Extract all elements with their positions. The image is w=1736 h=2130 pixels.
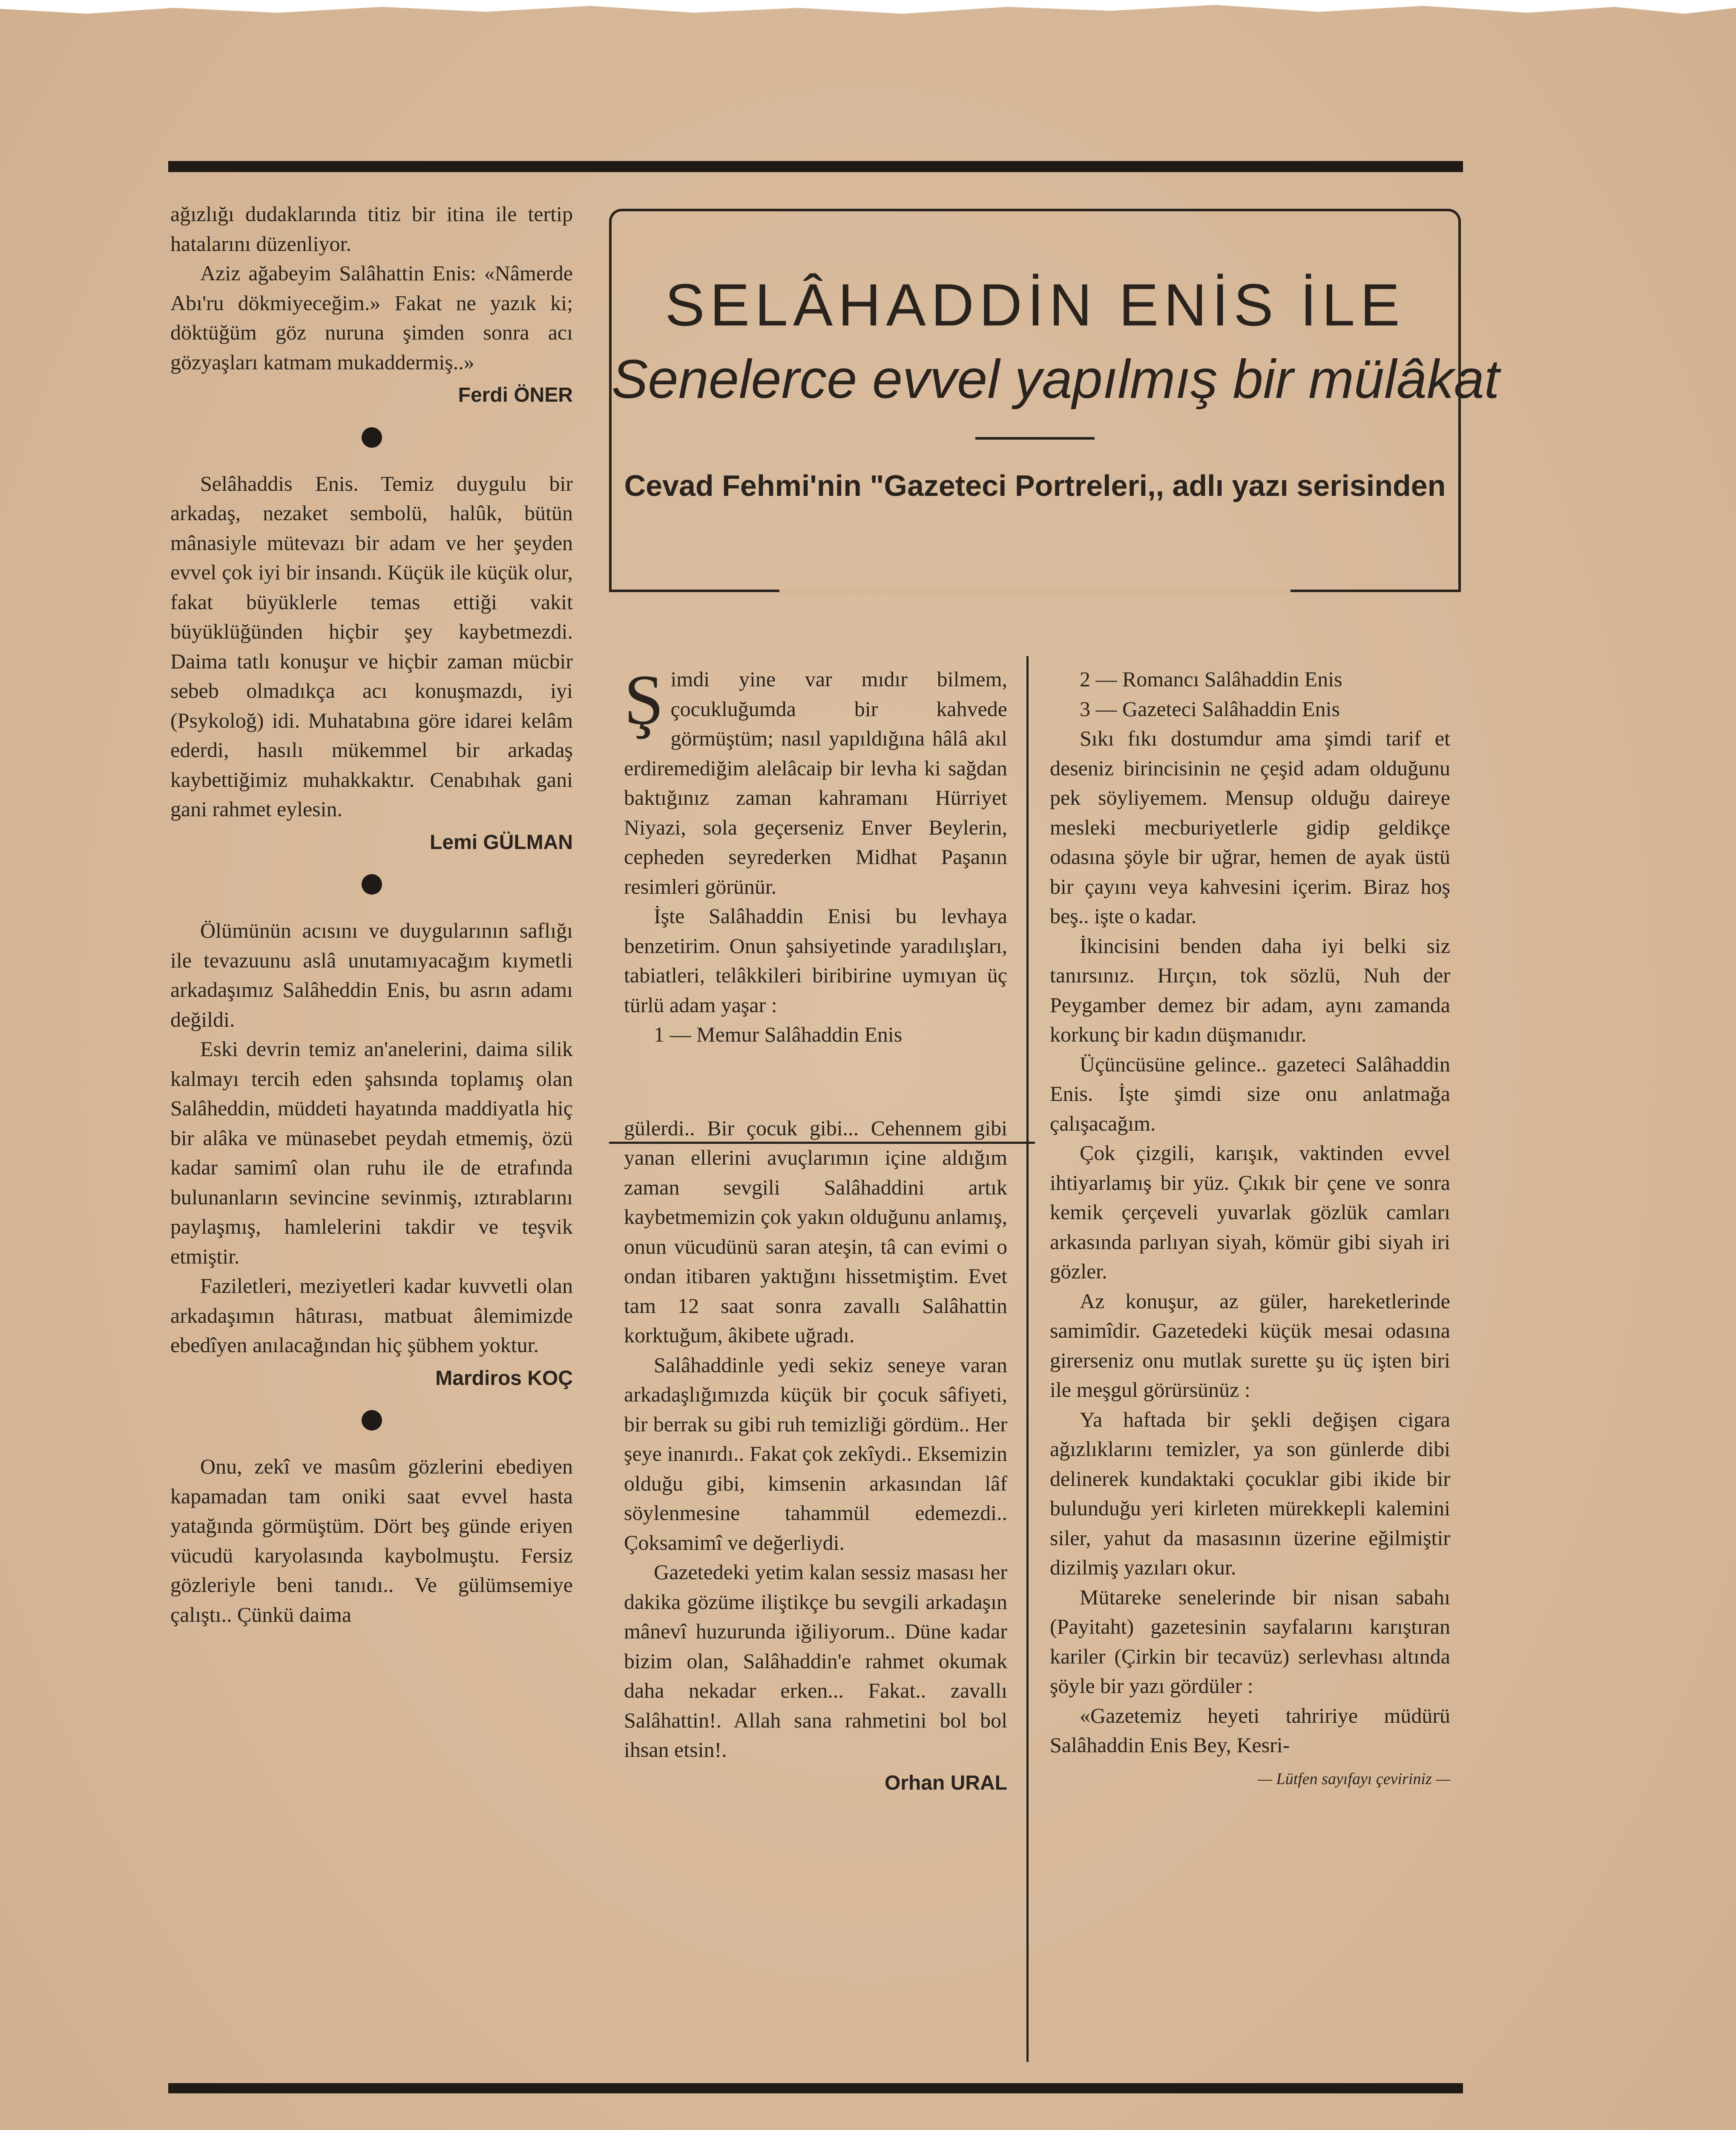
headline-title: SELÂHADDİN ENİS İLE [665, 271, 1405, 338]
column-divider [1026, 656, 1029, 2062]
paragraph-text: imdi yine var mıdır bilmem, çocukluğumda bir kahvede görmüştüm; nasıl yapıldığına hâlâ akıl erdiremediğim alelâcaip bir levha ki sağdan baktığınız zaman kahramanı Hürriyet Niyazi, sola geçerseniz Enver Beylerin, cepheden seyrederken Midhat Paşanın resimleri görünür. [624, 667, 1007, 898]
spacer [624, 1050, 1007, 1114]
signature: Orhan URAL [885, 1771, 1007, 1794]
headline-source: Cevad Fehmi'nin "Gazeteci Portreleri,, adlı yazı serisinden [624, 469, 1446, 502]
paragraph: Onu, zekî ve masûm gözlerini ebediyen kapamadan tam oniki saat evvel hasta yatağında görmüştüm. Dört beş günde eriyen vücudü karyolasında kaybolmuştu. Fersiz gözleriyle beni tanıdı.. Ve gülümsemiye çalıştı.. Çünkü daima [170, 1454, 573, 1626]
paragraph: Eski devrin temiz an'anelerini, daima silik kalmayı tercih eden şahsında toplamış olan Salâheddin, müddeti hayatında maddiyatla hiç bir alâka ve münasebet peydah etmemiş, özü kadar samimî olan ruhu ile de etrafında bulunanların sevincine sevinmiş, ıztırablarını paylaşmış, hamlelerini takdir ve teşvik etmiştir. [170, 1037, 573, 1268]
continue-note: — Lütfen sayıfayı çeviriniz — [1258, 1770, 1450, 1788]
column-right [1050, 665, 1450, 1794]
paragraph: gülerdi.. Bir çocuk gibi... Cehennem gibi yanan ellerini avuçlarımın içine aldığım zaman sevgili Salâhaddini artık kaybetmemizin çok yakın olduğunu anlamış, onun vücudünü saran ateşin, tâ can evimi o ondan itibaren yaktığını hissetmiştim. Evet tam 12 saat sonra zavallı Salâhattin korktuğum, âkibete uğradı. [624, 1116, 1007, 1347]
bottom-rule [168, 2083, 1463, 2093]
paragraph: Az konuşur, az güler, hareketlerinde samimîdir. Gazetedeki küçük mesai odasına girerseniz onu mutlak surette şu üç işten biri ile meşgul görürsünüz : [1050, 1289, 1450, 1402]
paragraph: ağızlığı dudaklarında titiz bir itina ile tertip hatalarını düzenliyor. [170, 202, 573, 256]
paragraph: Gazetedeki yetim kalan sessiz masası her dakika gözüme iliştikçe bu sevgili arkadaşın mânevî huzurunda iğiliyorum.. Düne kadar bizim olan, Salâhaddin'e rahmet okumak daha nekadar erken... Fakat.. zavallı Salâhattin!. Allah sana rahmetini bol bol ihsan etsin!. [624, 1560, 1007, 1762]
paragraph: 1 — Memur Salâhaddin Enis [654, 1022, 902, 1046]
bullet-separator [362, 874, 382, 895]
paragraph: Mütareke senelerinde bir nisan sabahı (Payitaht) gazetesinin sayfalarını karıştıran kariler (Çirkin bir tecavüz) serlevhası altında şöyle bir yazı gördüler : [1050, 1585, 1450, 1698]
paragraph: Ya haftada bir şekli değişen cigara ağızlıklarını temizler, ya son günlerde dibi delinerek kundaktaki çocuklar gibi ikide bir bulunduğu yeri kirleten mürekkepli kalemini siler, yahut da masasının üzerine eğilmiştir dizilmiş yazıları okur. [1050, 1407, 1450, 1579]
bullet-separator [362, 427, 382, 448]
paragraph: Faziletleri, meziyetleri kadar kuvvetli olan arkadaşımın hâtırası, matbuat âlemimizde ebedîyen anılacağından hiç şübhem yoktur. [170, 1274, 573, 1357]
signature: Mardiros KOÇ [435, 1367, 573, 1390]
headline-box [609, 209, 1500, 592]
paragraph: İşte Salâhaddin Enisi bu levhaya benzetirim. Onun şahsiyetinde yaradılışları, tabiatleri, telâkkileri biribirine uymıyan üç türlü adam yaşar : [624, 904, 1007, 1017]
paragraph [624, 660, 1007, 901]
paragraph: Salâhaddinle yedi sekiz seneye varan arkadaşlığımızda küçük bir çocuk sâfiyeti, bir berrak su gibi ruh temizliği gördüm.. Her şeye inanırdı.. Fakat çok zekîydi.. Eksemizin olduğu gibi, kimsenin arkasından lâf söylenmesine tahammül edemezdi.. Çoksamimî ve değerliydi. [624, 1353, 1007, 1554]
column-middle [624, 660, 1007, 1801]
signature: Ferdi ÖNER [458, 384, 573, 406]
headline-separator [975, 437, 1095, 440]
headline-subtitle: Senelerce evvel yapılmış bir mülâkat [612, 349, 1500, 410]
paragraph: Ölümünün acısını ve duygularının saflığı ile tevazuunu aslâ unutamıyacağım kıymetli arkadaşımız Salâheddin Enis, bu asrın adamı değildi. [170, 918, 573, 1031]
top-rule [168, 161, 1463, 172]
paragraph: İkincisini benden daha iyi belki siz tanırsınız. Hırçın, tok sözlü, Nuh der Peygamber demez bir adam, aynı zamanda korkunç bir kadın düşmanıdır. [1050, 933, 1450, 1046]
headline-box-gap [779, 589, 1291, 595]
paragraph: «Gazetemiz heyeti tahririye müdürü Salâhaddin Enis Bey, Kesri- [1050, 1703, 1450, 1757]
paragraph: Selâhaddis Enis. Temiz duygulu bir arkadaş, nezaket sembolü, halûk, bütün mânasiyle mütevazı bir adam ve her şeyden evvel çok iyi bir insandı. Küçük ile küçük olur, fakat büyüklerle temas ettiği vakit büyüklüğünden hiçbir şey kaybetmezdi. Daima tatlı konuşur ve hiçbir zaman mücbir sebeb olmadıkça acı konuşmazdı, iyi (Psykoloğ) idi. Muhatabına göre idarei kelâm ederdi, hasılı mükemmel bir arkadaş kaybettiğimiz muhakkaktır. Cenabıhak gani gani rahmet eylesin. [170, 471, 573, 821]
paragraph: Üçüncüsüne gelince.. gazeteci Salâhaddin Enis. İşte şimdi size onu anlatmağa çalışacağım. [1050, 1052, 1450, 1135]
paragraph: Aziz ağabeyim Salâhattin Enis: «Nâmerde Abı'ru dökmiyeceğim.» Fakat ne yazık ki; döktüğüm göz nuruna şimden sonra acı gözyaşları katmam mukaddermiş..» [170, 261, 573, 374]
paragraph: Çok çizgili, karışık, vaktinden evvel ihtiyarlamış bir yüz. Çıkık bir çene ve sonra kemik çerçeveli yuvarlak gözlük camları arkasında parlıyan siyah, kömür gibi siyah iri gözler. [1050, 1141, 1450, 1283]
paragraph: 3 — Gazeteci Salâhaddin Enis [1080, 697, 1340, 721]
column-left [170, 199, 573, 1629]
signature: Lemi GÜLMAN [430, 831, 573, 854]
drop-cap: Ş [624, 660, 664, 740]
paragraph: 2 — Romancı Salâhaddin Enis [1080, 667, 1342, 691]
bullet-separator [362, 1410, 382, 1431]
torn-edge [0, 0, 1736, 20]
paragraph: Sıkı fıkı dostumdur ama şimdi tarif et deseniz birincisinin ne çeşid adam olduğunu pek söyliyemem. Mensup olduğu daireye mesleki mecburiyetlerle gidip geldikçe odasına şöyle bir uğrar, hemen de ayak üstü bir çayını veya kahvesini içerim. Biraz hoş beş.. işte o kadar. [1050, 726, 1450, 928]
